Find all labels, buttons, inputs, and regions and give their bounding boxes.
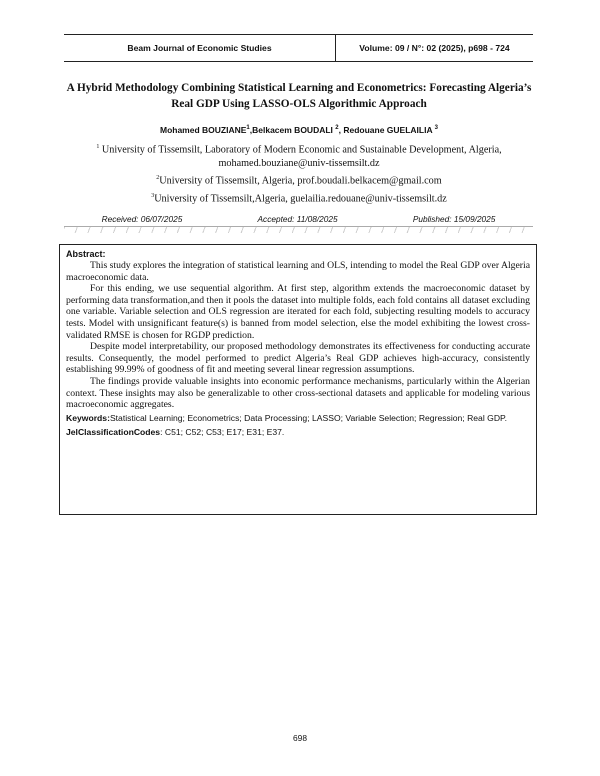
- author-name: Belkacem BOUDALI: [252, 125, 336, 135]
- accepted-date: Accepted: 11/08/2025: [257, 214, 338, 224]
- jel-codes: [66, 426, 530, 439]
- affiliation-2: $^2$University of Tissemsilt, Algeria, prof.boudali.belkacem@gmail.com: [156, 175, 442, 187]
- keywords-text: Statistical Learning; Econometrics; Data Processing; LASSO; Variable Selection; Regression; Real GDP.: [109, 412, 508, 423]
- author-sup: 1: [246, 125, 250, 132]
- author-sup: 2: [335, 125, 339, 132]
- abstract-box: [59, 244, 537, 515]
- abstract-paragraph: Despite model interpretability, our proposed methodology demonstrates its effectiveness for conducting accurate results. Consequently, the model performed to predict Algeria’s Real GDP achieves high-accuracy, consistently establishing 99.99% of goodness of fit and meeting several linear regression assumptions.: [66, 341, 530, 376]
- affiliation-3: $^3$University of Tissemsilt,Algeria, guelailia.redouane@univ-tissemsilt.dz: [151, 192, 447, 205]
- abstract-paragraph: For this ending, we use sequential algorithm. At first step, algorithm extends the macroeconomic dataset by performing data transformation,and then it pools the dataset into multiple folds, each fold contains all dataset excluding one variable. Variable selection and OLS regression are iterated for each fold, subjecting resulting models to accuracy tests. Model with unsignificant feature(s) is banned from model selection, else the model exhibiting the lowest cross-validated RMSE is chosen for RGDP prediction.: [66, 283, 530, 341]
- abstract-paragraph: The findings provide valuable insights into economic performance mechanisms, particularly within the Algerian context. These insights may also be generalizable to other cross-sectional datasets and applicable for modeling various macroeconomic aggregates.: [66, 375, 530, 411]
- affiliations: [60, 140, 538, 206]
- received-date: Received: 06/07/2025: [101, 214, 183, 224]
- author-list: Mohamed BOUZIANE$^1$,Belkacem BOUDALI $^2$, Redouane GUELAILIA $^3$: [159, 125, 438, 135]
- publication-dates: [64, 214, 533, 224]
- jel-label: JelClassificationCodes: [66, 426, 161, 437]
- journal-name: Beam Journal of Economic Studies: [64, 35, 336, 61]
- volume-info: Volume: 09 / N°: 02 (2025), p698 - 724: [359, 43, 510, 53]
- jel-text: : C51; C52; C53; E17; E31; E37.: [160, 426, 285, 437]
- abstract-heading: Abstract:: [66, 249, 106, 259]
- affiliation-1: $^1$ University of Tissemsilt, Laboratory of Modern Economic and Sustainable Development, Algeria, mohamed.bouziane@univ-tissemsilt.dz: [96, 144, 502, 170]
- abstract-paragraph: This study explores the integration of statistical learning and OLS, intending to model the Real GDP over Algeria macroeconomic data.: [66, 260, 530, 283]
- author-name: Mohamed BOUZIANE: [159, 125, 247, 135]
- decorative-divider: [64, 226, 533, 233]
- running-header: [64, 34, 533, 62]
- published-date: Published: 15/09/2025: [412, 214, 496, 224]
- author-sup: 3: [434, 125, 438, 132]
- paper-title: A Hybrid Methodology Combining Statistical Learning and Econometrics: Forecasting Algeria’s Real GDP Using LASSO-OLS Algorithmic Approach: [66, 82, 532, 110]
- page-number: 698: [293, 733, 307, 743]
- keywords-label: Keywords:: [66, 412, 110, 423]
- keywords: [66, 412, 530, 425]
- author-name: Redouane GUELAILIA: [343, 125, 435, 135]
